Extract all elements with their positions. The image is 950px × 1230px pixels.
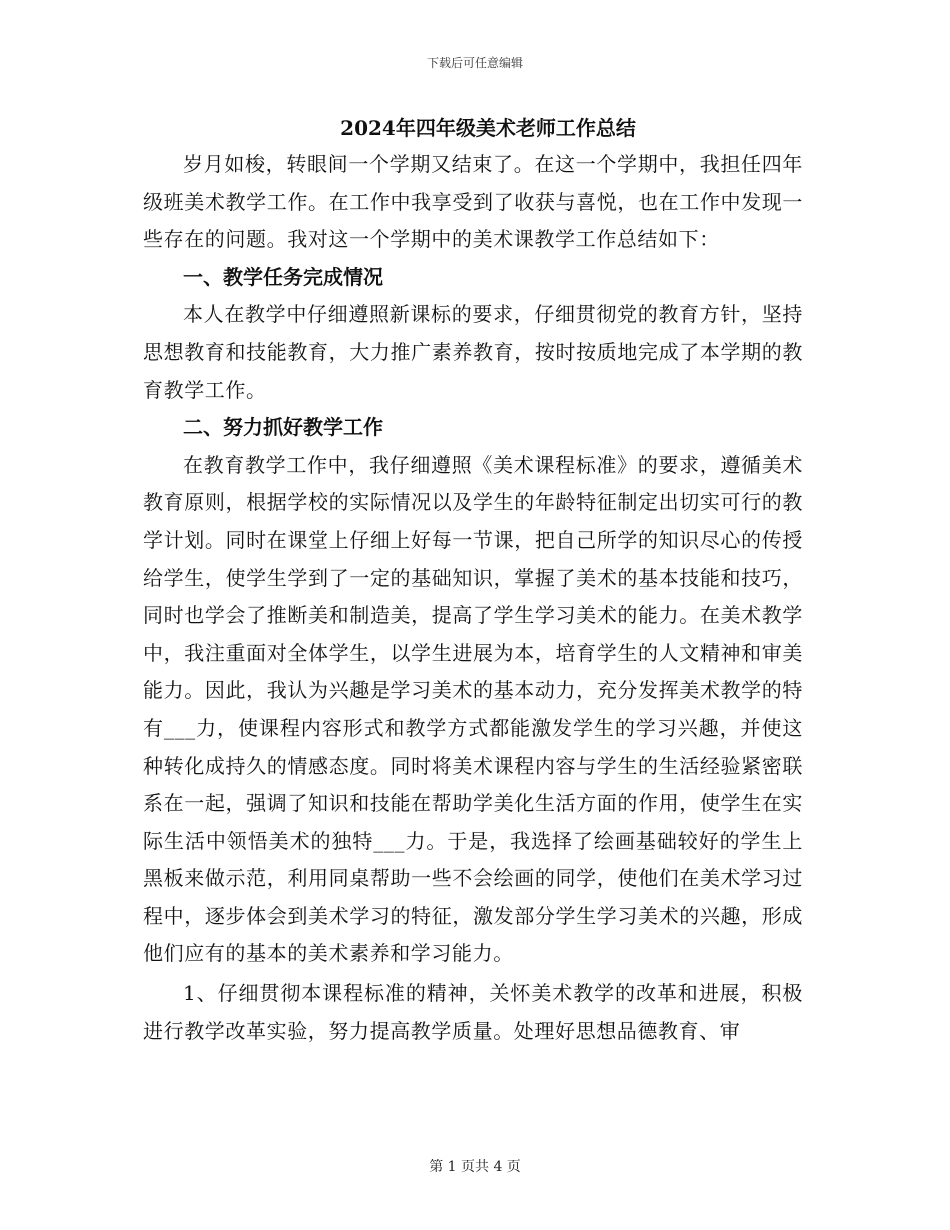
header-note: 下载后可任意编辑 bbox=[426, 56, 523, 70]
document-title: 2024年四年级美术老师工作总结 bbox=[340, 116, 636, 140]
section-paragraph-2: 在教育教学工作中，我仔细遵照《美术课程标准》的要求，遵循美术教育原则，根据学校的实际情况以及学生的年龄特征制定出切实可行的教学计划。同时在课堂上仔细上好每一节课，把自己所学的知识尽心的传授给学生，使学生学到了一定的基础知识，掌握了美术的基本技能和技巧，同时也学会了推断美和制造美，提高了学生学习美术的能力。在美术教学中，我注重面对全体学生，以学生进展为本，培育学生的人文精神和审美能力。因此，我认为兴趣是学习美术的基本动力，充分发挥美术教学的特有___力，使课程内容形式和教学方式都能激发学生的学习兴趣，并使这种转化成持久的情感态度。同时将美术课程内容与学生的生活经验紧密联系在一起，强调了知识和技能在帮助学美化生活方面的作用，使学生在实际生活中领悟美术的独特___力。于是，我选择了绘画基础较好的学生上黑板来做示范，利用同桌帮助一些不会绘画的同学，使他们在美术学习过程中，逐步体会到美术学习的特征，激发部分学生学习美术的兴趣，形成他们应有的基本的美术素养和学习能力。 bbox=[143, 452, 803, 966]
section-heading-1: 一、教学任务完成情况 bbox=[183, 264, 383, 289]
intro-paragraph: 岁月如梭，转眼间一个学期又结束了。在这一个学期中，我担任四年级班美术教学工作。在工作中我享受到了收获与喜悦，也在工作中发现一些存在的问题。我对这一个学期中的美术课教学工作总结如下： bbox=[143, 152, 803, 252]
section-paragraph-1: 本人在教学中仔细遵照新课标的要求，仔细贯彻党的教育方针，坚持思想教育和技能教育，大力推广素养教育，按时按质地完成了本学期的教育教学工作。 bbox=[143, 302, 803, 402]
page-indicator: 第 1 页共 4 页 bbox=[429, 1159, 521, 1175]
section-heading-2: 二、努力抓好教学工作 bbox=[183, 415, 383, 440]
document-body bbox=[143, 110, 803, 1050]
list-item-1: 1、仔细贯彻本课程标准的精神，关怀美术教学的改革和进展，积极进行教学改革实验，努力提高教学质量。处理好思想品德教育、审 bbox=[143, 981, 803, 1043]
